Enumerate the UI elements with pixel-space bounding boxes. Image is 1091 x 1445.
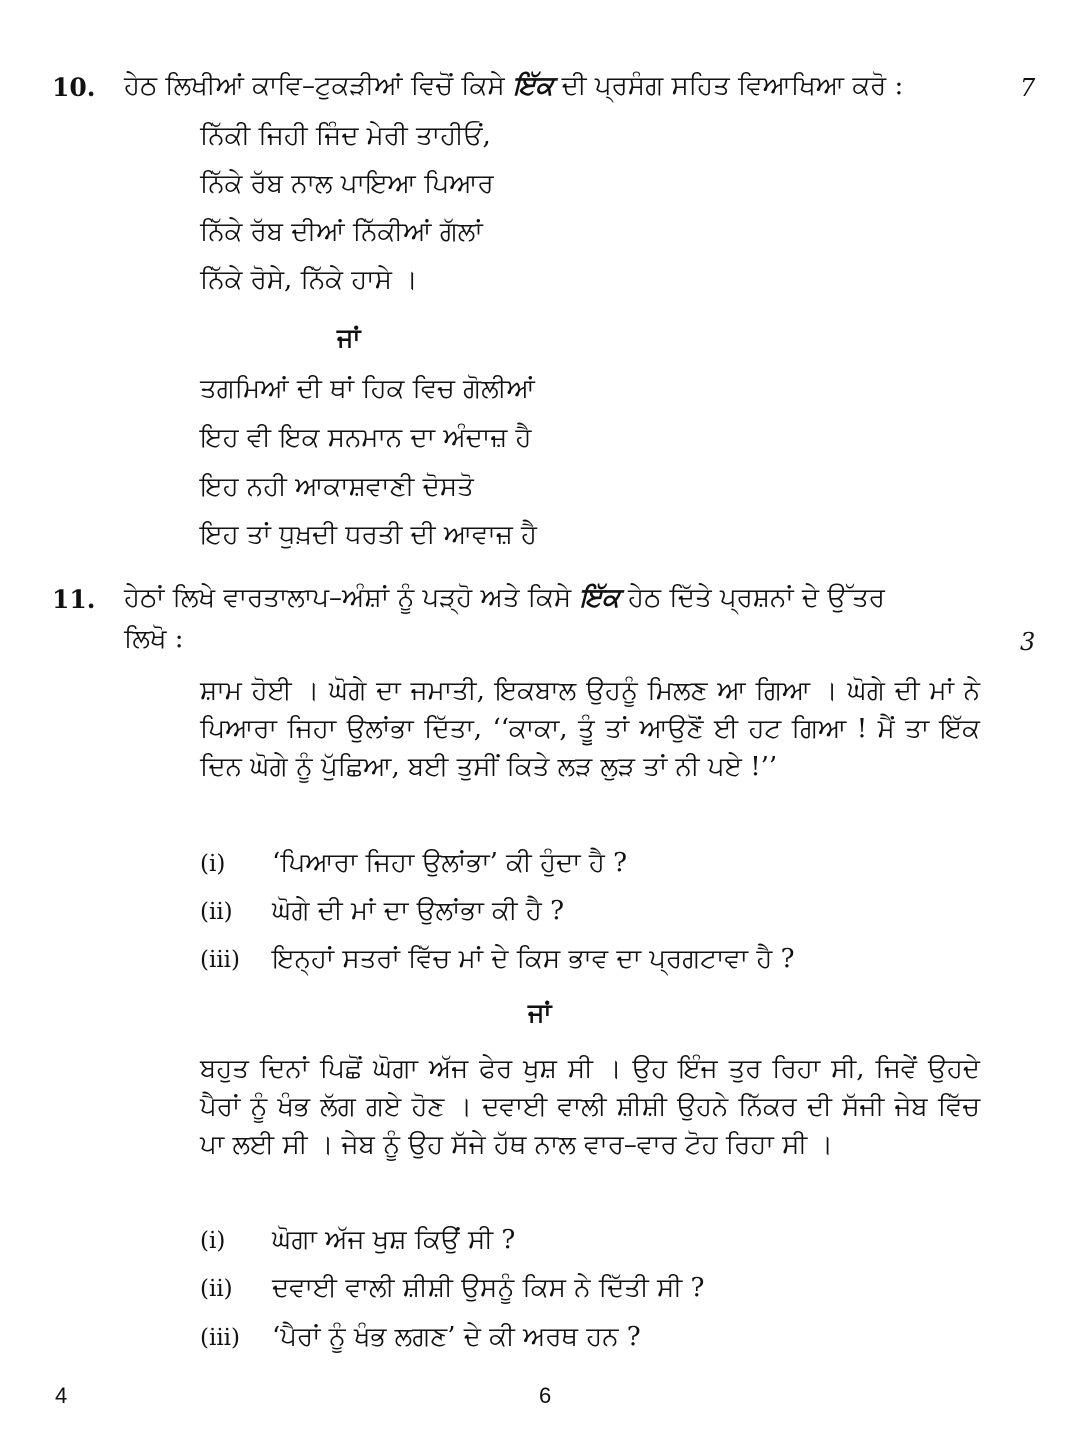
question-text: ‘ਪਿਆਰਾ ਜਿਹਾ ਉਲਾਂਭਾ’ ਕੀ ਹੁੰਦਾ ਹੈ ?	[272, 848, 628, 878]
question-10-marks: 7	[1020, 74, 1036, 102]
passage1-question-2	[200, 896, 564, 927]
passage2-question-1	[200, 1225, 515, 1256]
question-label: (ii)	[200, 899, 233, 925]
passage-1: ਸ਼ਾਮ ਹੋਈ । ਘੋਗੇ ਦਾ ਜਮਾਤੀ, ਇਕਬਾਲ ਉਹਨੂੰ ਮਿਲਣ ਆ ਗਿਆ । ਘੋਗੇ ਦੀ ਮਾਂ ਨੇ ਪਿਆਰਾ ਜਿਹਾ ਉਲਾਂਭਾ ਦਿੱਤਾ, ‘‘ਕਾਕਾ, ਤੂੰ ਤਾਂ ਆਉਣੋਂ ਈ ਹਟ ਗਿਆ ! ਮੈਂ ਤਾ ਇੱਕ ਦਿਨ ਘੋਗੇ ਨੂੰ ਪੁੱਛਿਆ, ਬਈ ਤੁਸੀਂ ਕਿਤੇ ਲੜ ਲੁੜ ਤਾਂ ਨੀ ਪਏ !’’	[200, 676, 980, 782]
page-number: 6	[539, 1383, 552, 1408]
stanza2-line-1: ਤਗਮਿਆਂ ਦੀ ਥਾਂ ਹਿਕ ਵਿਚ ਗੋਲੀਆਂ	[200, 374, 535, 404]
question-text: ਇਨ੍ਹਾਂ ਸਤਰਾਂ ਵਿੱਚ ਮਾਂ ਦੇ ਕਿਸ ਭਾਵ ਦਾ ਪ੍ਰਗਟਾਵਾ ਹੈ ?	[272, 944, 795, 974]
passage1-question-1	[200, 848, 627, 879]
prompt-text-after: ਦੀ ਪ੍ਰਸੰਗ ਸਹਿਤ ਵਿਆਖਿਆ ਕਰੋ :	[561, 71, 904, 101]
passage2-question-3	[200, 1322, 641, 1353]
question-11-prompt-line-2: ਲਿਖੋ :	[124, 624, 184, 654]
question-text: ‘ਪੈਰਾਂ ਨੂੰ ਖੰਭ ਲਗਣ’ ਦੇ ਕੀ ਅਰਥ ਹਨ ?	[272, 1322, 641, 1352]
question-11-number: 11.	[52, 585, 96, 614]
prompt-emphasis: ਇੱਕ	[579, 583, 620, 613]
question-text: ਘੋਗੇ ਦੀ ਮਾਂ ਦਾ ਉਲਾਂਭਾ ਕੀ ਹੈ ?	[272, 896, 565, 926]
question-text: ਘੋਗਾ ਅੱਜ ਖੁਸ਼ ਕਿਉਂ ਸੀ ?	[272, 1225, 516, 1255]
stanza1-line-2: ਨਿੱਕੇ ਰੱਬ ਨਾਲ ਪਾਇਆ ਪਿਆਰ	[200, 169, 494, 199]
passage2-question-2	[200, 1273, 704, 1304]
prompt-text-before: ਹੇਠਾਂ ਲਿਖੇ ਵਾਰਤਾਲਾਪ–ਅੰਸ਼ਾਂ ਨੂੰ ਪੜ੍ਹੋ ਅਤੇ ਕਿਸੇ	[124, 583, 572, 613]
footer-code: 4	[55, 1383, 68, 1408]
stanza2-line-2: ਇਹ ਵੀ ਇਕ ਸਨਮਾਨ ਦਾ ਅੰਦਾਜ਼ ਹੈ	[200, 423, 532, 453]
stanza1-line-3: ਨਿੱਕੇ ਰੱਬ ਦੀਆਂ ਨਿੱਕੀਆਂ ਗੱਲਾਂ	[200, 217, 483, 247]
question-label: (ii)	[200, 1276, 233, 1302]
question-10-prompt	[124, 71, 903, 102]
passage1-question-3	[200, 944, 795, 975]
stanza2-line-4: ਇਹ ਤਾਂ ਧੁਖ਼ਦੀ ਧਰਤੀ ਦੀ ਆਵਾਜ਼ ਹੈ	[200, 520, 538, 550]
question-label: (iii)	[200, 947, 241, 973]
question-label: (iii)	[200, 1325, 241, 1351]
question-11-prompt	[124, 583, 885, 614]
question-10-number: 10.	[52, 73, 96, 102]
prompt-text-before: ਹੇਠ ਲਿਖੀਆਂ ਕਾਵਿ–ਟੁਕੜੀਆਂ ਵਿਚੋਂ ਕਿਸੇ	[124, 71, 505, 101]
question-label: (i)	[200, 1228, 226, 1254]
stanza1-line-1: ਨਿੱਕੀ ਜਿਹੀ ਜਿੰਦ ਮੇਰੀ ਤਾਹੀਓਂ,	[200, 121, 491, 151]
question-11-marks: 3	[1020, 628, 1036, 656]
stanza2-line-3: ਇਹ ਨਹੀ ਆਕਾਸ਼ਵਾਣੀ ਦੋਸਤੋ	[200, 472, 474, 502]
or-separator-1: ਜਾਂ	[337, 323, 361, 352]
prompt-emphasis: ਇੱਕ	[512, 71, 554, 101]
or-separator-2: ਜਾਂ	[528, 998, 552, 1027]
stanza1-line-4: ਨਿੱਕੇ ਰੋਸੇ, ਨਿੱਕੇ ਹਾਸੇ ।	[200, 265, 418, 295]
prompt-text-after: ਹੇਠ ਦਿੱਤੇ ਪ੍ਰਸ਼ਨਾਂ ਦੇ ਉੱਤਰ	[628, 583, 885, 613]
question-text: ਦਵਾਈ ਵਾਲੀ ਸ਼ੀਸ਼ੀ ਉਸਨੂੰ ਕਿਸ ਨੇ ਦਿੱਤੀ ਸੀ ?	[272, 1273, 705, 1303]
question-label: (i)	[200, 851, 226, 877]
passage-2: ਬਹੁਤ ਦਿਨਾਂ ਪਿਛੋਂ ਘੋਗਾ ਅੱਜ ਫੇਰ ਖੁਸ਼ ਸੀ । ਉਹ ਇੰਜ ਤੁਰ ਰਿਹਾ ਸੀ, ਜਿਵੇਂ ਉਹਦੇ ਪੈਰਾਂ ਨੂੰ ਖੰਭ ਲੱਗ ਗਏ ਹੋਣ । ਦਵਾਈ ਵਾਲੀ ਸ਼ੀਸ਼ੀ ਉਹਨੇ ਨਿੱਕਰ ਦੀ ਸੱਜੀ ਜੇਬ ਵਿੱਚ ਪਾ ਲਈ ਸੀ । ਜੇਬ ਨੂੰ ਉਹ ਸੱਜੇ ਹੱਥ ਨਾਲ ਵਾਰ–ਵਾਰ ਟੋਹ ਰਿਹਾ ਸੀ ।	[200, 1054, 980, 1160]
